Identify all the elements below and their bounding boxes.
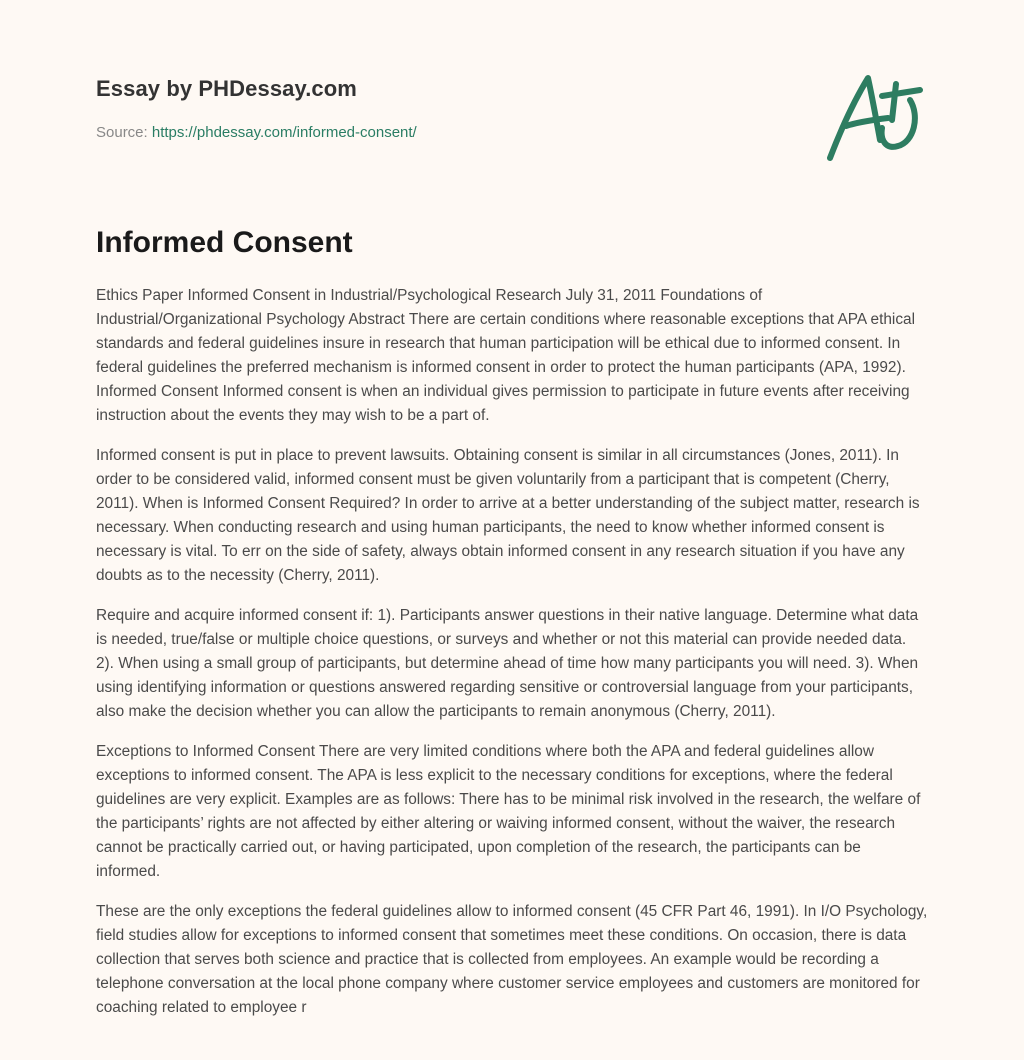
page-header — [96, 0, 928, 190]
essay-paragraph: Require and acquire informed consent if: 1). Participants answer questions in their native language. Determine what data is needed, true/false or multiple choice questions, or surveys and whether or not this material can provide needed data. 2). When using a small group of participants, but determine ahead of time how many participants you will need. 3). When using identifying information or questions answered regarding sensitive or controversial language from your participants, also make the decision whether you can allow the participants to remain anonymous (Cherry, 2011). — [96, 607, 919, 720]
essay-page — [96, 0, 928, 1016]
source-line — [96, 124, 417, 141]
essay-paragraph: Informed consent is put in place to prevent lawsuits. Obtaining consent is similar in all circumstances (Jones, 2011). In order to be considered valid, informed consent must be given voluntarily from a participant that is competent (Cherry, 2011). When is Informed Consent Required? In order to arrive at a better understanding of the subject matter, research is necessary. When conducting research and using human participants, the need to know whether informed consent is necessary is vital. To err on the side of safety, always obtain informed consent in any research situation if you have any doubts as to the necessity (Cherry, 2011). — [96, 447, 920, 584]
essay-paragraph: Exceptions to Informed Consent There are very limited conditions where both the APA and federal guidelines allow exceptions to informed consent. The APA is less explicit to the necessary conditions for exceptions, where the federal guidelines are very explicit. Examples are as follows: There has to be minimal risk involved in the research, the welfare of the participants’ rights are not affected by either altering or waiving informed consent, without the waiver, the research cannot be practically carried out, or having participated, upon completion of the research, the participants can be informed. — [96, 743, 921, 880]
essay-title: Informed Consent — [96, 226, 353, 259]
a-plus-grade-icon — [822, 66, 926, 166]
essay-body — [96, 284, 928, 1036]
essay-paragraph: Ethics Paper Informed Consent in Industrial/Psychological Research July 31, 2011 Foundations of Industrial/Organizational Psychology Abstract There are certain conditions where reasonable exceptions that APA ethical standards and federal guidelines insure in research that human participation will be ethical due to informed consent. In federal guidelines the preferred mechanism is informed consent in order to protect the human participants (APA, 1992). Informed Consent Informed consent is when an individual gives permission to participate in future events after receiving instruction about the events they may wish to be a part of. — [96, 287, 916, 424]
essay-paragraph: These are the only exceptions the federal guidelines allow to informed consent (45 CFR Part 46, 1991). In I/O Psychology, field studies allow for exceptions to informed consent that sometimes meet these conditions. On occasion, there is data collection that serves both science and practice that is collected from employees. An example would be recording a telephone conversation at the local phone company where customer service employees and customers are monitored for coaching related to employee r — [96, 903, 928, 1016]
source-label: Source: — [96, 124, 152, 141]
source-link[interactable]: https://phdessay.com/informed-consent/ — [151, 124, 417, 141]
site-title: Essay by PHDessay.com — [96, 76, 357, 101]
